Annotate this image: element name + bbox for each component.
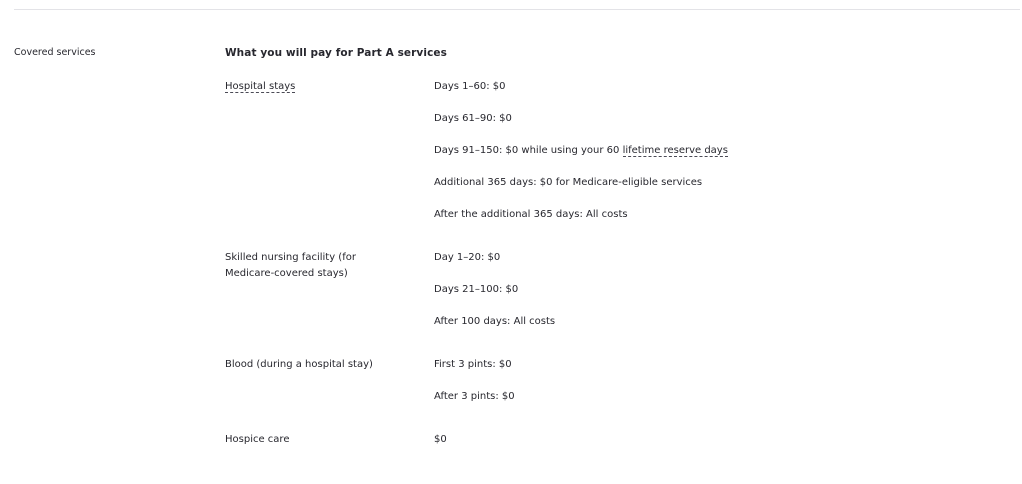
- cost-hospital-days-1-60: Days 1–60: $0: [434, 81, 506, 92]
- part-a-heading: What you will pay for Part A services: [225, 47, 447, 59]
- hospital-stays-term[interactable]: Hospital stays: [225, 81, 296, 92]
- cost-hospital-days-91-150-text: Days 91–150: $0 while using your 60: [434, 145, 623, 156]
- section-label: Covered services: [14, 47, 96, 58]
- lifetime-reserve-days-link[interactable]: lifetime reserve days: [622, 145, 728, 156]
- service-hospital-stays[interactable]: [225, 79, 405, 95]
- cost-blood-after-3: After 3 pints: $0: [434, 391, 515, 402]
- cost-snf-day-1-20: Day 1–20: $0: [434, 252, 501, 263]
- service-skilled-nursing: Skilled nursing facility (for Medicare-covered stays): [225, 252, 356, 279]
- cost-hospital-days-91-150: [434, 144, 728, 158]
- service-blood: Blood (during a hospital stay): [225, 359, 373, 370]
- service-hospice-care: Hospice care: [225, 434, 290, 445]
- cost-snf-after-100: After 100 days: All costs: [434, 316, 556, 327]
- cost-snf-days-21-100: Days 21–100: $0: [434, 284, 519, 295]
- top-divider: [14, 9, 1020, 10]
- cost-hospice: $0: [434, 434, 447, 445]
- cost-blood-first-3: First 3 pints: $0: [434, 359, 512, 370]
- cost-hospital-additional-365: Additional 365 days: $0 for Medicare-eligible services: [434, 177, 703, 188]
- cost-hospital-after-365: After the additional 365 days: All costs: [434, 209, 628, 220]
- cost-hospital-days-61-90: Days 61–90: $0: [434, 113, 512, 124]
